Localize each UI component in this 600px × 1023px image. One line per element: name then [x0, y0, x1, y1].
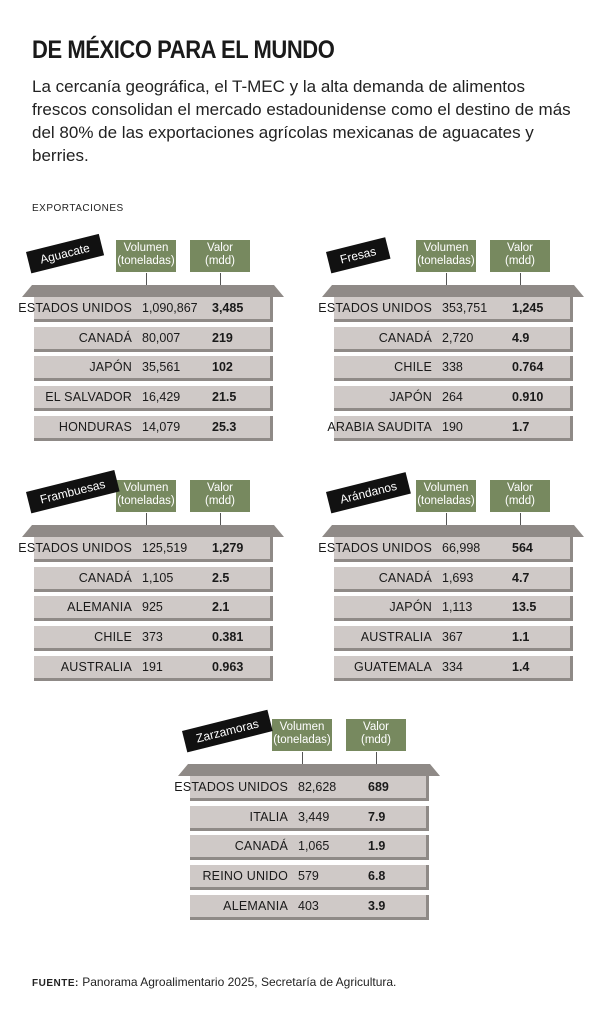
volume-header-line2: (toneladas): [117, 495, 175, 507]
volume-value: 367: [442, 630, 463, 644]
value-amount: 25.3: [212, 420, 237, 434]
value-header-line1: Valor: [507, 482, 533, 494]
table-row: [318, 297, 573, 322]
value-amount: 4.9: [512, 331, 530, 345]
table-row: [34, 656, 273, 681]
table-top-shelf: [178, 764, 440, 776]
country-name: EL SALVADOR: [45, 390, 132, 404]
header-pointer-line: [146, 273, 147, 287]
value-amount: 6.8: [368, 869, 386, 883]
volume-value: 334: [442, 660, 463, 674]
value-header-line2: (mdd): [360, 734, 392, 746]
volume-value: 1,113: [442, 600, 473, 614]
volume-value: 264: [442, 390, 463, 404]
value-amount: 564: [512, 541, 533, 555]
table-row: [34, 356, 273, 381]
table-row: [334, 626, 573, 651]
country-name: REINO UNIDO: [202, 869, 288, 883]
export-panel: [174, 716, 430, 924]
header-pointer-line: [520, 273, 521, 287]
export-panel: [18, 476, 274, 685]
header-pointer-line: [376, 752, 377, 766]
volume-value: 16,429: [142, 390, 181, 404]
country-name: JAPÓN: [89, 360, 132, 374]
value-header-line1: Valor: [207, 242, 233, 254]
header-pointer-line: [302, 752, 303, 766]
country-name: JAPÓN: [389, 600, 432, 614]
value-header-line1: Valor: [363, 721, 389, 733]
volume-header-line1: Volumen: [279, 721, 325, 733]
export-panel: [318, 240, 574, 445]
table-row: [34, 386, 273, 411]
header-pointer-line: [146, 513, 147, 527]
value-amount: 7.9: [368, 810, 386, 824]
value-header-line1: Valor: [507, 242, 533, 254]
table-row: [18, 297, 273, 322]
volume-column-header: [416, 240, 476, 272]
value-header-line2: (mdd): [504, 255, 536, 267]
country-name: ESTADOS UNIDOS: [174, 780, 288, 794]
table-row: [334, 386, 573, 411]
value-amount: 2.1: [212, 600, 230, 614]
value-amount: 1.7: [512, 420, 530, 434]
value-amount: 0.963: [212, 660, 244, 674]
table-row: [34, 596, 273, 621]
table-row: [174, 776, 429, 801]
table-row: [34, 626, 273, 651]
volume-value: 338: [442, 360, 463, 374]
volume-value: 125,519: [142, 541, 188, 555]
table-row: [327, 416, 573, 441]
value-amount: 0.381: [212, 630, 244, 644]
value-amount: 3,485: [212, 301, 244, 315]
country-name: ESTADOS UNIDOS: [318, 301, 432, 315]
volume-value: 190: [442, 420, 463, 434]
volume-value: 2,720: [442, 331, 474, 345]
volume-header-line2: (toneladas): [117, 255, 175, 267]
header-pointer-line: [220, 513, 221, 527]
volume-header-line1: Volumen: [123, 242, 169, 254]
value-header-line2: (mdd): [204, 495, 236, 507]
table-top-shelf: [322, 285, 584, 297]
value-amount: 1.1: [512, 630, 530, 644]
volume-value: 80,007: [142, 331, 181, 345]
value-amount: 13.5: [512, 600, 537, 614]
table-top-shelf: [22, 525, 284, 537]
country-name: CANADÁ: [234, 839, 288, 853]
value-column-header: [490, 480, 550, 512]
volume-value: 1,693: [442, 571, 474, 585]
country-name: CANADÁ: [78, 571, 132, 585]
volume-value: 82,628: [298, 780, 337, 794]
value-amount: 21.5: [212, 390, 237, 404]
country-name: JAPÓN: [389, 390, 432, 404]
country-name: GUATEMALA: [354, 660, 432, 674]
value-column-header: [190, 480, 250, 512]
footer: [32, 975, 396, 989]
header-pointer-line: [446, 273, 447, 287]
table-row: [190, 835, 429, 860]
volume-value: 925: [142, 600, 163, 614]
volume-header-line1: Volumen: [423, 242, 469, 254]
product-tag: Arándanos: [326, 472, 411, 513]
table-row: [190, 865, 429, 890]
value-amount: 689: [368, 780, 389, 794]
volume-column-header: [116, 480, 176, 512]
footer-text: Panorama Agroalimentario 2025, Secretaría de Agricultura.: [82, 975, 397, 989]
table-row: [334, 327, 573, 352]
volume-value: 3,449: [298, 810, 330, 824]
country-name: CHILE: [94, 630, 132, 644]
country-name: ESTADOS UNIDOS: [318, 541, 432, 555]
table-row: [318, 537, 573, 562]
country-name: HONDURAS: [58, 420, 132, 434]
volume-value: 579: [298, 869, 319, 883]
value-amount: 0.764: [512, 360, 544, 374]
country-name: ESTADOS UNIDOS: [18, 301, 132, 315]
volume-column-header: [116, 240, 176, 272]
table-row: [190, 806, 429, 831]
export-panel: [18, 240, 274, 445]
header-pointer-line: [446, 513, 447, 527]
product-tag: Aguacate: [26, 234, 104, 273]
volume-column-header: [416, 480, 476, 512]
volume-header-line2: (toneladas): [417, 255, 475, 267]
value-amount: 1.4: [512, 660, 530, 674]
volume-value: 191: [142, 660, 163, 674]
country-name: ARABIA SAUDITA: [327, 420, 432, 434]
table-top-shelf: [322, 525, 584, 537]
volume-header-line2: (toneladas): [417, 495, 475, 507]
country-name: CHILE: [394, 360, 432, 374]
country-name: AUSTRALIA: [360, 630, 432, 644]
value-amount: 102: [212, 360, 233, 374]
value-amount: 3.9: [368, 899, 386, 913]
header-pointer-line: [520, 513, 521, 527]
volume-value: 1,105: [142, 571, 174, 585]
volume-header-line1: Volumen: [423, 482, 469, 494]
table-row: [190, 895, 429, 920]
page-subtitle: La cercanía geográfica, el T-MEC y la alta demanda de alimentos frescos consolidan el mercado estadounidense como el destino de más del 80% de las exportaciones agrícolas mexicanas de aguacates y berries.: [32, 77, 571, 165]
table-row: [334, 596, 573, 621]
footer-label: FUENTE:: [32, 978, 79, 989]
table-row: [34, 567, 273, 592]
value-amount: 2.5: [212, 571, 230, 585]
value-header-line2: (mdd): [504, 495, 536, 507]
value-column-header: [190, 240, 250, 272]
value-header-line2: (mdd): [204, 255, 236, 267]
volume-value: 353,751: [442, 301, 488, 315]
volume-value: 373: [142, 630, 163, 644]
value-amount: 4.7: [512, 571, 530, 585]
product-tag: Frambuesas: [26, 470, 119, 513]
value-column-header: [346, 719, 406, 751]
page-title: DE MÉXICO PARA EL MUNDO: [32, 36, 335, 64]
value-amount: 1.9: [368, 839, 386, 853]
export-panel: [318, 478, 574, 685]
table-row: [34, 327, 273, 352]
country-name: ALEMANIA: [223, 899, 288, 913]
header-pointer-line: [220, 273, 221, 287]
value-amount: 1,245: [512, 301, 544, 315]
table-row: [334, 356, 573, 381]
country-name: ALEMANIA: [67, 600, 132, 614]
volume-value: 1,090,867: [142, 301, 198, 315]
table-row: [34, 416, 273, 441]
country-name: AUSTRALIA: [60, 660, 132, 674]
value-column-header: [490, 240, 550, 272]
section-label: EXPORTACIONES: [32, 203, 124, 214]
volume-value: 1,065: [298, 839, 330, 853]
table-row: [334, 567, 573, 592]
table-top-shelf: [22, 285, 284, 297]
product-tag: Fresas: [326, 237, 390, 273]
volume-value: 35,561: [142, 360, 181, 374]
value-amount: 0.910: [512, 390, 544, 404]
country-name: CANADÁ: [378, 571, 432, 585]
volume-header-line2: (toneladas): [273, 734, 331, 746]
value-amount: 219: [212, 331, 233, 345]
volume-value: 14,079: [142, 420, 181, 434]
volume-column-header: [272, 719, 332, 751]
value-header-line1: Valor: [207, 482, 233, 494]
country-name: ITALIA: [249, 810, 288, 824]
table-row: [334, 656, 573, 681]
volume-value: 403: [298, 899, 319, 913]
value-amount: 1,279: [212, 541, 244, 555]
volume-value: 66,998: [442, 541, 481, 555]
country-name: CANADÁ: [78, 331, 132, 345]
country-name: CANADÁ: [378, 331, 432, 345]
table-row: [18, 537, 273, 562]
product-tag: Zarzamoras: [182, 710, 273, 753]
volume-header-line1: Volumen: [123, 482, 169, 494]
country-name: ESTADOS UNIDOS: [18, 541, 132, 555]
